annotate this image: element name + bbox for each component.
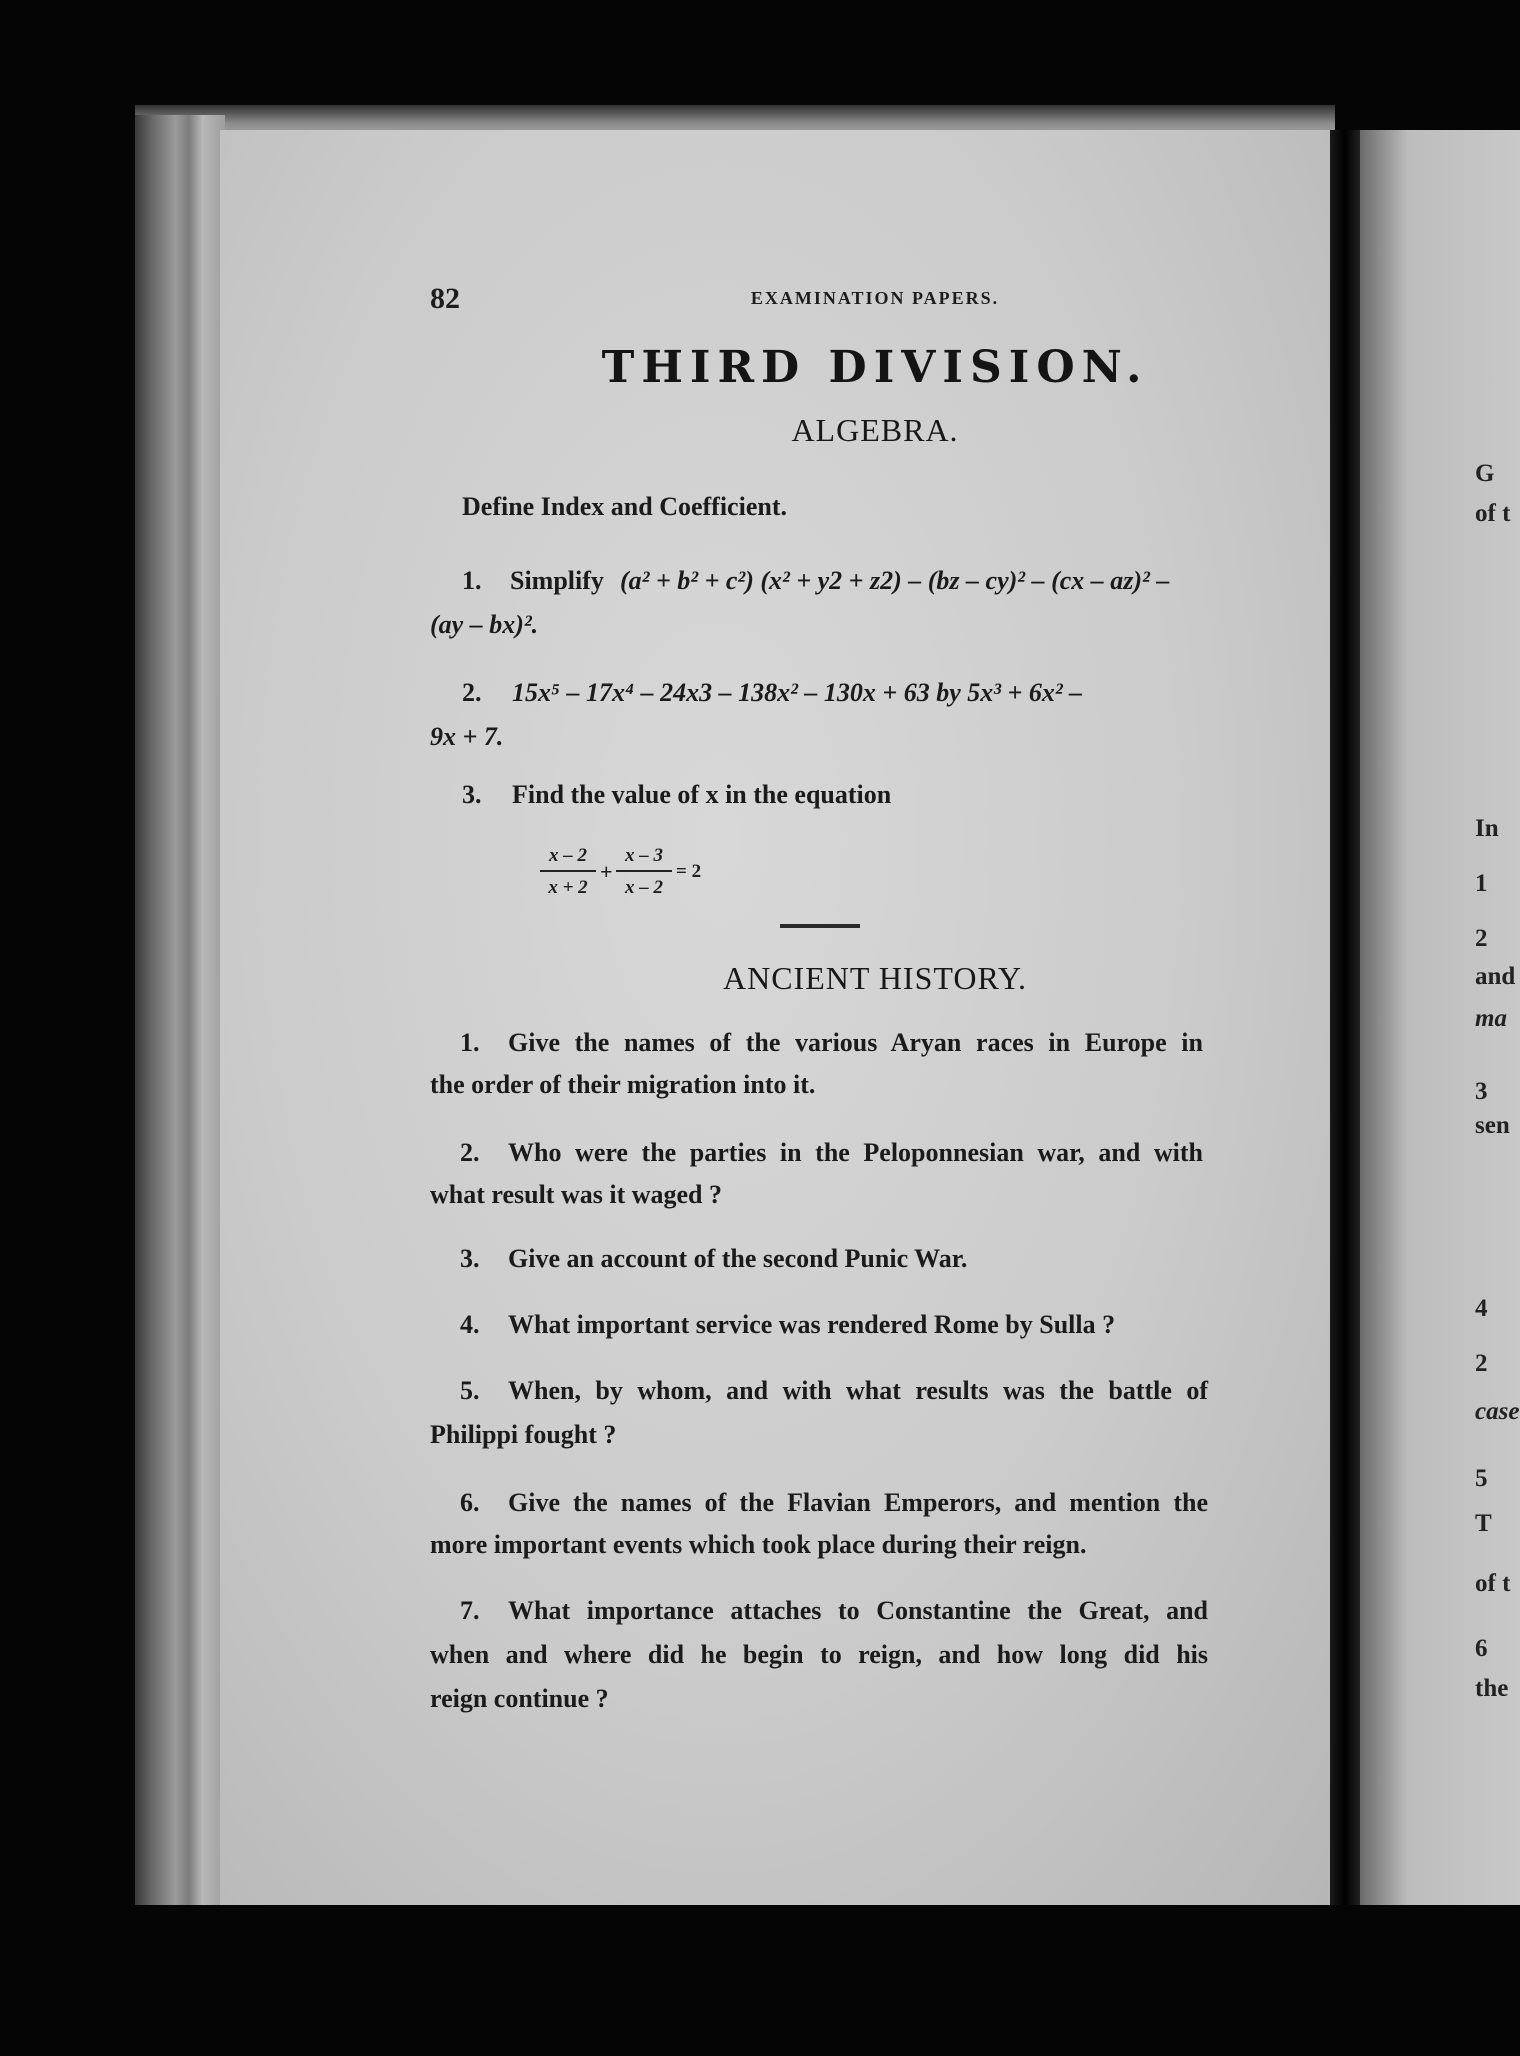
history-q2-line2: what result was it waged ? xyxy=(430,1180,723,1209)
history-q1-line2: the order of their migration into it. xyxy=(430,1070,816,1099)
algebra-q3-equation xyxy=(540,845,740,905)
algebra-q3-text: Find the value of x in the equation xyxy=(512,780,892,809)
algebra-q2-expression-cont: 9x + 7. xyxy=(430,722,504,751)
next-page-fragment: of t xyxy=(1475,500,1511,527)
page-number: 82 xyxy=(430,282,460,315)
equation-plus: + xyxy=(600,859,613,884)
algebra-q3-number: 3. xyxy=(462,780,482,809)
next-page-fragment: 3 xyxy=(1475,1078,1488,1105)
running-head: EXAMINATION PAPERS. xyxy=(750,288,1000,308)
next-page-fragment: 1 xyxy=(1475,870,1488,897)
section-divider xyxy=(780,924,860,928)
division-title: THIRD DIVISION. xyxy=(601,342,1149,393)
next-page-fragment: 4 xyxy=(1475,1295,1488,1322)
next-page-fragment: T xyxy=(1475,1510,1492,1537)
equation-rhs: = 2 xyxy=(676,861,702,882)
history-q5-line2: Philippi fought ? xyxy=(430,1420,617,1449)
history-q5-line1: When, by whom, and with what results was the battle of xyxy=(508,1376,1208,1405)
next-page-fragment: of t xyxy=(1475,1570,1511,1597)
next-page-fragment: and xyxy=(1475,963,1516,990)
algebra-q1-text: Simplify xyxy=(510,566,604,595)
next-page-fragment: In xyxy=(1475,815,1499,842)
next-page-fragment: G xyxy=(1475,460,1495,487)
book-page-edges xyxy=(135,115,225,1905)
history-q3-line1: Give an account of the second Punic War. xyxy=(508,1244,968,1273)
history-q7-number: 7. xyxy=(460,1596,480,1625)
section-title-algebra: ALGEBRA. xyxy=(791,412,959,448)
algebra-q1-expression: (a² + b² + c²) (x² + y2 + z2) – (bz – cy)² – (cx – az)² – xyxy=(620,566,1170,595)
history-q5-number: 5. xyxy=(460,1376,480,1405)
fraction-two xyxy=(616,845,672,899)
history-q1-number: 1. xyxy=(460,1028,480,1057)
history-q2-number: 2. xyxy=(460,1138,480,1167)
history-q4-number: 4. xyxy=(460,1310,480,1339)
history-q3-number: 3. xyxy=(460,1244,480,1273)
next-page-fragment: case xyxy=(1475,1398,1520,1425)
book-spine xyxy=(1330,130,1360,1905)
history-q6-number: 6. xyxy=(460,1488,480,1517)
history-q7-line3: reign continue ? xyxy=(430,1684,609,1713)
section-title-ancient-history: ANCIENT HISTORY. xyxy=(722,960,1028,996)
algebra-q1-number: 1. xyxy=(462,566,482,595)
next-page-fragment: 2 xyxy=(1475,925,1488,952)
history-q4-line1: What important service was rendered Rome by Sulla ? xyxy=(508,1310,1116,1339)
next-page-fragment: ma xyxy=(1475,1005,1507,1032)
algebra-q2-expression: 15x⁵ – 17x⁴ – 24x3 – 138x² – 130x + 63 by 5x³ + 6x² – xyxy=(512,678,1083,707)
history-q7-line1: What importance attaches to Constantine the Great, and xyxy=(508,1596,1208,1625)
algebra-q2-number: 2. xyxy=(462,678,482,707)
book-page xyxy=(220,130,1330,1905)
history-q7-line2: when and where did he begin to reign, and how long did his xyxy=(430,1640,1208,1669)
next-page-fragment: 5 xyxy=(1475,1465,1488,1492)
history-q2-line1: Who were the parties in the Peloponnesian war, and with xyxy=(508,1138,1203,1167)
fraction-denominator: x + 2 xyxy=(548,877,588,898)
next-page-fragment: sen xyxy=(1475,1112,1510,1139)
history-q1-line1: Give the names of the various Aryan races in Europe in xyxy=(508,1028,1203,1057)
fraction-one xyxy=(540,845,596,899)
algebra-q1-expression-cont: (ay – bx)². xyxy=(430,610,539,639)
algebra-intro: Define Index and Coefficient. xyxy=(462,492,787,521)
next-page-fragment: 2 xyxy=(1475,1350,1488,1377)
fraction-denominator: x – 2 xyxy=(625,877,663,898)
history-q6-line2: more important events which took place during their reign. xyxy=(430,1530,1087,1559)
history-q6-line1: Give the names of the Flavian Emperors, and mention the xyxy=(508,1488,1208,1517)
next-page-fragment: 6 xyxy=(1475,1635,1488,1662)
fraction-numerator: x – 3 xyxy=(616,845,672,872)
fraction-numerator: x – 2 xyxy=(540,845,596,872)
next-page-fragment: the xyxy=(1475,1675,1509,1702)
